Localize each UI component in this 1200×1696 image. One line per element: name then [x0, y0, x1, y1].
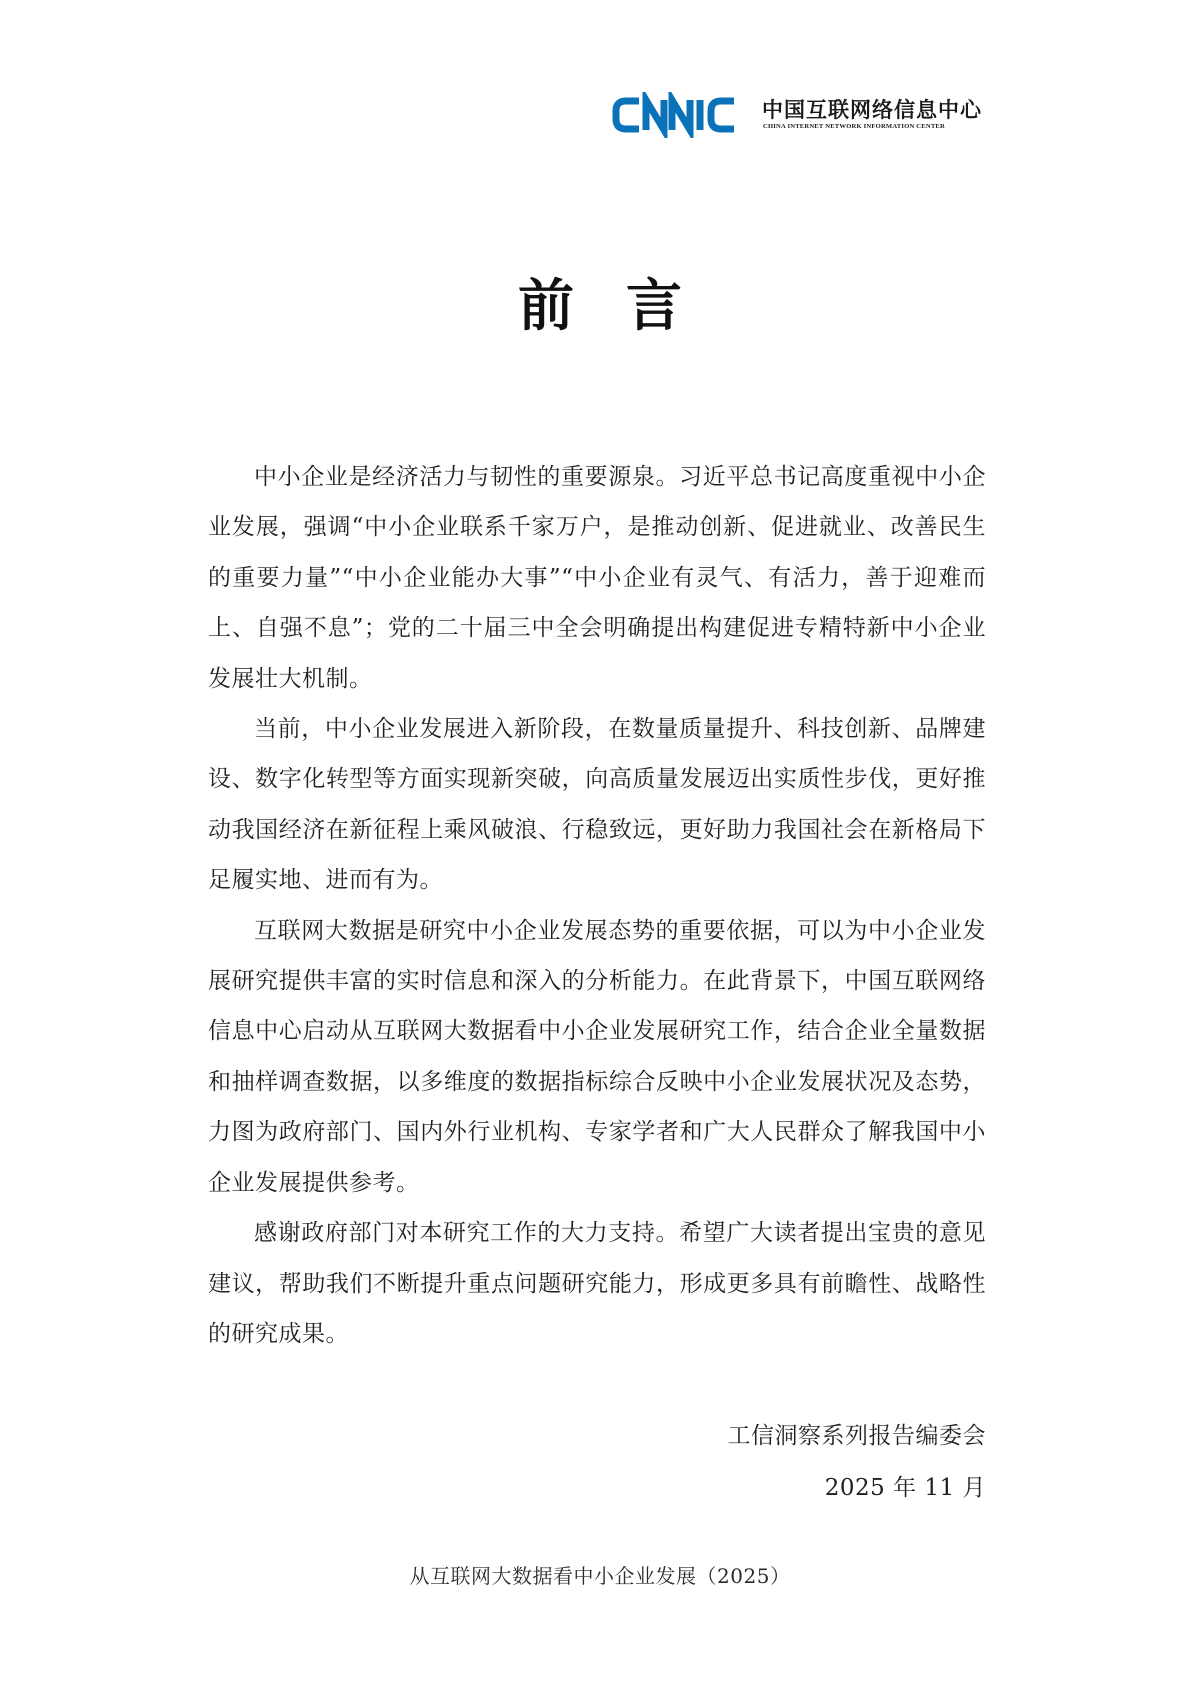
page-footer: 从互联网大数据看中小企业发展（2025）	[409, 1564, 791, 1588]
page-title: 前言	[518, 273, 734, 339]
paragraph: 互联网大数据是研究中小企业发展态势的重要依据，可以为中小企业发展研究提供丰富的实时信息和深入的分析能力。在此背景下，中国互联网络信息中心启动从互联网大数据看中小企业发展研究工作，结合企业全量数据和抽样调查数据，以多维度的数据指标综合反映中小企业发展状况及态势，力图为政府部门、国内外行业机构、专家学者和广大人民群众了解我国中小企业发展提供参考。	[208, 917, 986, 1196]
cnnic-logo	[612, 92, 1012, 138]
paragraph: 感谢政府部门对本研究工作的大力支持。希望广大读者提出宝贵的意见建议，帮助我们不断提升重点问题研究能力，形成更多具有前瞻性、战略性的研究成果。	[208, 1220, 986, 1347]
org-name-cn: 中国互联网络信息中心	[762, 97, 982, 122]
preface-body	[208, 452, 986, 1359]
org-name-en: CHINA INTERNET NETWORK INFORMATION CENTER	[763, 123, 945, 130]
signature-author: 工信洞察系列报告编委会	[727, 1423, 986, 1449]
signature-date: 2025 年 11 月	[824, 1475, 986, 1501]
cnnic-wordmark-icon	[612, 92, 752, 138]
signature-block	[728, 1410, 987, 1514]
paragraph: 中小企业是经济活力与韧性的重要源泉。习近平总书记高度重视中小企业发展，强调“中小企业联系千家万户，是推动创新、促进就业、改善民生的重要力量”“中小企业能办大事”“中小企业有灵气、有活力，善于迎难而上、自强不息”；党的二十届三中全会明确提出构建促进专精特新中小企业发展壮大机制。	[208, 464, 986, 692]
paragraph: 当前，中小企业发展进入新阶段，在数量质量提升、科技创新、品牌建设、数字化转型等方面实现新突破，向高质量发展迈出实质性步伐，更好推动我国经济在新征程上乘风破浪、行稳致远，更好助力我国社会在新格局下足履实地、进而有为。	[208, 716, 986, 894]
